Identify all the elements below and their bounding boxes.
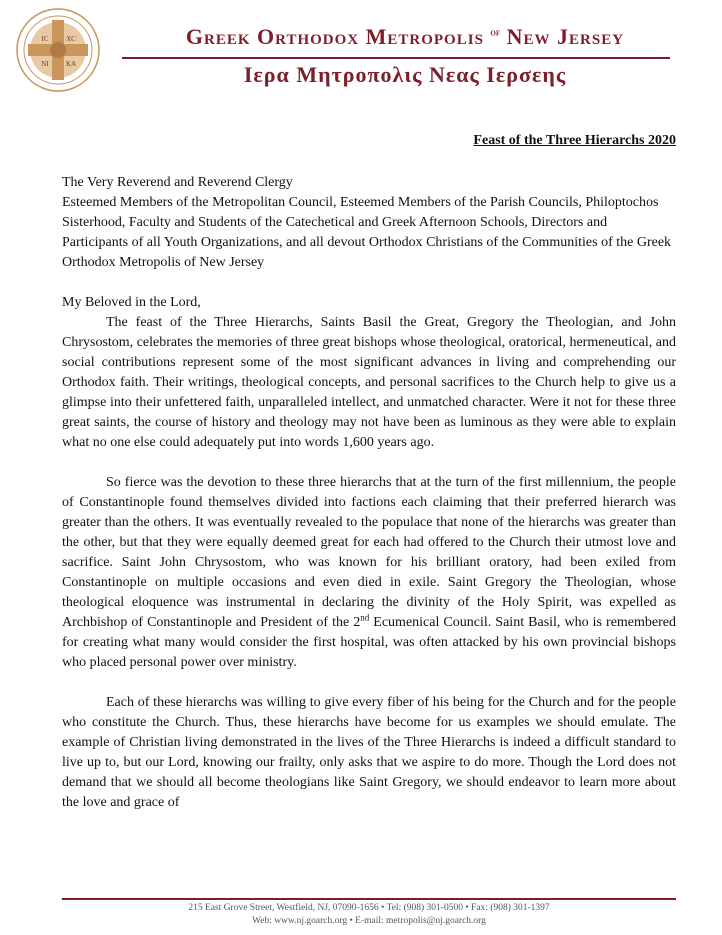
address-line: Esteemed Members of the Metropolitan Council, Esteemed Members of the Parish Councils, Philoptochos Sisterhood, Faculty and Students of the Catechetical and Greek Afternoon Schools, Directors and Participants of all Youth Organizations, and all devout Orthodox Christians of the Communities of the Greek Orthodox Metropolis of New Jersey <box>62 195 672 270</box>
address-line: The Very Reverend and Reverend Clergy <box>62 175 293 190</box>
paragraph-2-text-cont: Ecumenical Council. Saint Basil, who is remembered for creating what many would consider the first hospital, was often attacked by his own provincial bishops who placed personal power over ministry. <box>62 615 676 670</box>
header-divider <box>122 57 670 59</box>
seal-letter: IC <box>41 35 49 43</box>
seal-letter: KA <box>65 60 77 68</box>
title-en-part2: New Jersey <box>506 24 625 49</box>
document-title: Feast of the Three Hierarchs 2020 <box>473 133 676 148</box>
letter-body <box>62 173 676 833</box>
seal-letter: XC <box>66 35 76 43</box>
salutation: My Beloved in the Lord, <box>62 295 201 310</box>
letterhead-title-greek: Ιερα Μητροπολις Νεας Ιερσεης <box>243 62 567 87</box>
letterhead-title-english <box>150 24 660 50</box>
paragraph-2 <box>62 473 676 673</box>
title-en-part1: Greek Orthodox Metropolis <box>185 24 484 49</box>
paragraph-2-text: So fierce was the devotion to these three hierarchs that at the turn of the first millennium, the people of Constantinople found themselves divided into factions each claiming that their preferred hierarch was greater than the others. It was eventually revealed to the populace that none of the hierarchs was greater than the other, but that they were equally deemed great for each had offered to the Church their utmost love and sacrifice. Saint John Chrysostom, who was known for his brilliant oratory, had been exiled from Constantinople on multiple occasions and even died in exile. Saint Gregory the Theologian, whose theological eloquence was instrumental in declaring the divinity of the Holy Spirit, was expelled as Archbishop of Constantinople and President of the 2 <box>62 475 676 630</box>
footer <box>62 902 676 928</box>
paragraph-1: The feast of the Three Hierarchs, Saints Basil the Great, Gregory the Theologian, and John Chrysostom, celebrates the memories of three great bishops whose theological, oratorical, hermeneutical, and social contributions represent some of the most significant advances in living and comprehending our Orthodox faith. Their writings, theological concepts, and personal sacrifices to the Church help to give us a glimpse into their unfettered faith, unparalleled intellect, and unmatched character. Were it not for these three great saints, the course of history and theology may not have been as luminous as they were able to explain what no one else could adequately put into words 1,600 years ago. <box>62 315 676 450</box>
seal-letter: NI <box>41 60 49 68</box>
ordinal-suffix: nd <box>360 612 370 623</box>
title-en-of: of <box>490 27 501 39</box>
footer-contact-line: Web: www.nj.goarch.org • E-mail: metropolis@nj.goarch.org <box>252 916 486 926</box>
paragraph-3: Each of these hierarchs was willing to give every fiber of his being for the Church and for the people who constitute the Church. Thus, these hierarchs have become for us examples we should emulate. The example of Christian living demonstrated in the lives of the Three Hierarchs is indeed a difficult standard to live up to, but our Lord, knowing our frailty, only asks that we aspire to do more. Though the Lord does not demand that we should all become theologians like Saint Gregory, we should endeavor to learn more about the love and grace of <box>62 695 676 810</box>
footer-divider <box>62 898 676 900</box>
metropolis-seal-icon <box>16 8 100 92</box>
address-block <box>62 173 676 273</box>
footer-address-line: 215 East Grove Street, Westfield, NJ, 07090-1656 • Tel: (908) 301-0500 • Fax: (908) 301-1397 <box>188 903 550 913</box>
